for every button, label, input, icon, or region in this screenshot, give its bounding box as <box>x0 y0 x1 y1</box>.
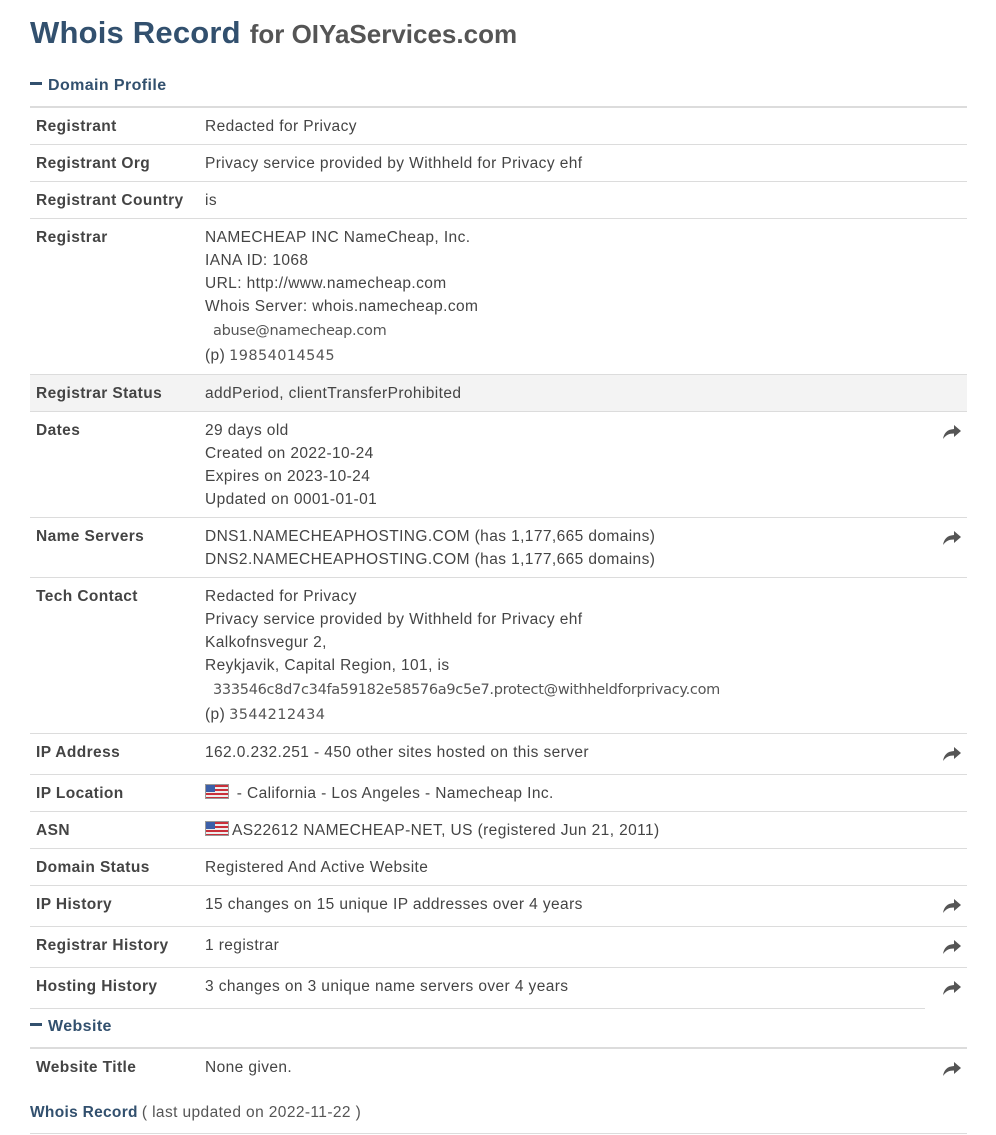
row-key: Registrar <box>30 219 199 375</box>
registrar-iana: IANA ID: 1068 <box>205 252 309 269</box>
row-website-title <box>30 1049 967 1089</box>
domain-profile-table <box>30 108 967 1009</box>
row-key: IP Location <box>30 775 199 812</box>
row-key: ASN <box>30 812 199 849</box>
share-arrow-icon[interactable] <box>943 529 961 543</box>
tech-contact-city: Reykjavik, Capital Region, 101, is <box>205 657 450 674</box>
phone-prefix: (p) <box>205 347 226 364</box>
row-key: Website Title <box>36 1059 137 1076</box>
domain-profile-label: Domain Profile <box>48 77 167 94</box>
minus-icon[interactable] <box>30 82 42 85</box>
row-key: Name Servers <box>30 518 199 578</box>
row-value: addPeriod, clientTransferProhibited <box>199 375 925 412</box>
website-header[interactable] <box>30 1018 112 1036</box>
row-value <box>199 412 925 518</box>
row-key: Registrar History <box>30 927 199 968</box>
tech-contact-org: Privacy service provided by Withheld for Privacy ehf <box>205 611 583 628</box>
row-key: Registrant Country <box>30 182 199 219</box>
share-arrow-icon[interactable] <box>943 1060 961 1074</box>
registrar-whois-server: Whois Server: whois.namecheap.com <box>205 298 479 315</box>
row-value: Registered And Active Website <box>199 849 925 886</box>
name-server-1: DNS1.NAMECHEAPHOSTING.COM (has 1,177,665 domains) <box>205 528 656 545</box>
row-value <box>199 775 925 812</box>
minus-icon[interactable] <box>30 1023 42 1026</box>
registrar-name: NAMECHEAP INC NameCheap, Inc. <box>205 229 471 246</box>
phone-prefix: (p) <box>205 706 226 723</box>
row-registrant-country <box>30 182 967 219</box>
tech-contact-street: Kalkofnsvegur 2, <box>205 634 327 651</box>
tech-contact-name: Redacted for Privacy <box>205 588 357 605</box>
row-registrant-org <box>30 145 967 182</box>
row-ip-history <box>30 886 967 927</box>
row-key: Hosting History <box>30 968 199 1009</box>
tech-contact-phone: 3544212434 <box>229 707 326 723</box>
footer-updated: ( last updated on 2022-11-22 ) <box>141 1104 362 1121</box>
domain-age: 29 days old <box>205 422 289 439</box>
row-value: 3 changes on 3 unique name servers over 4 years <box>199 968 925 1009</box>
row-value <box>199 812 925 849</box>
share-arrow-icon[interactable] <box>943 745 961 759</box>
row-ip-address <box>30 734 967 775</box>
row-value: Redacted for Privacy <box>199 108 925 145</box>
share-arrow-icon[interactable] <box>943 938 961 952</box>
tech-contact-email-image: 333546c8d7c34fa59182e58576a9c5e7.protect@withheldforprivacy.com <box>213 682 720 698</box>
row-dates <box>30 412 967 518</box>
registrar-email-image: abuse@namecheap.com <box>213 323 387 339</box>
registrar-phone: 19854014545 <box>229 348 336 364</box>
name-server-2: DNS2.NAMECHEAPHOSTING.COM (has 1,177,665 domains) <box>205 551 656 568</box>
ip-location-text: - California - Los Angeles - Namecheap Inc. <box>232 785 554 802</box>
row-key: Dates <box>30 412 199 518</box>
row-value: Privacy service provided by Withheld for Privacy ehf <box>199 145 925 182</box>
row-value <box>199 578 925 734</box>
website-table <box>30 1049 967 1089</box>
row-value: 162.0.232.251 - 450 other sites hosted on this server <box>199 734 925 775</box>
row-value <box>199 219 925 375</box>
row-value: 15 changes on 15 unique IP addresses over 4 years <box>199 886 925 927</box>
share-arrow-icon[interactable] <box>943 423 961 437</box>
row-key: Domain Status <box>30 849 199 886</box>
us-flag-icon <box>205 821 229 836</box>
row-hosting-history <box>30 968 967 1009</box>
row-key: IP History <box>30 886 199 927</box>
expires-date: Expires on 2023-10-24 <box>205 468 371 485</box>
footer-label: Whois Record <box>30 1104 138 1121</box>
row-key: Tech Contact <box>30 578 199 734</box>
page-title <box>30 14 517 51</box>
asn-text: AS22612 NAMECHEAP-NET, US (registered Jun 21, 2011) <box>232 822 660 839</box>
row-registrar-status <box>30 375 967 412</box>
row-tech-contact <box>30 578 967 734</box>
row-key: Registrant <box>30 108 199 145</box>
row-asn <box>30 812 967 849</box>
registrar-url: URL: http://www.namecheap.com <box>205 275 447 292</box>
us-flag-icon <box>205 784 229 799</box>
row-key: Registrar Status <box>30 375 199 412</box>
page-title-domain: for OIYaServices.com <box>249 19 518 49</box>
row-value: 1 registrar <box>199 927 925 968</box>
share-arrow-icon[interactable] <box>943 979 961 993</box>
share-arrow-icon[interactable] <box>943 897 961 911</box>
created-date: Created on 2022-10-24 <box>205 445 374 462</box>
row-value <box>199 518 925 578</box>
row-name-servers <box>30 518 967 578</box>
whois-record-footer <box>30 1104 361 1122</box>
domain-profile-header[interactable] <box>30 77 167 95</box>
row-registrar <box>30 219 967 375</box>
row-ip-location <box>30 775 967 812</box>
row-value: None given. <box>205 1059 293 1076</box>
footer-divider <box>30 1133 967 1134</box>
row-registrant <box>30 108 967 145</box>
page-title-main: Whois Record <box>30 15 241 50</box>
row-key: IP Address <box>30 734 199 775</box>
updated-date: Updated on 0001-01-01 <box>205 491 378 508</box>
row-domain-status <box>30 849 967 886</box>
row-registrar-history <box>30 927 967 968</box>
row-value: is <box>199 182 925 219</box>
website-label: Website <box>48 1018 112 1035</box>
row-key: Registrant Org <box>30 145 199 182</box>
